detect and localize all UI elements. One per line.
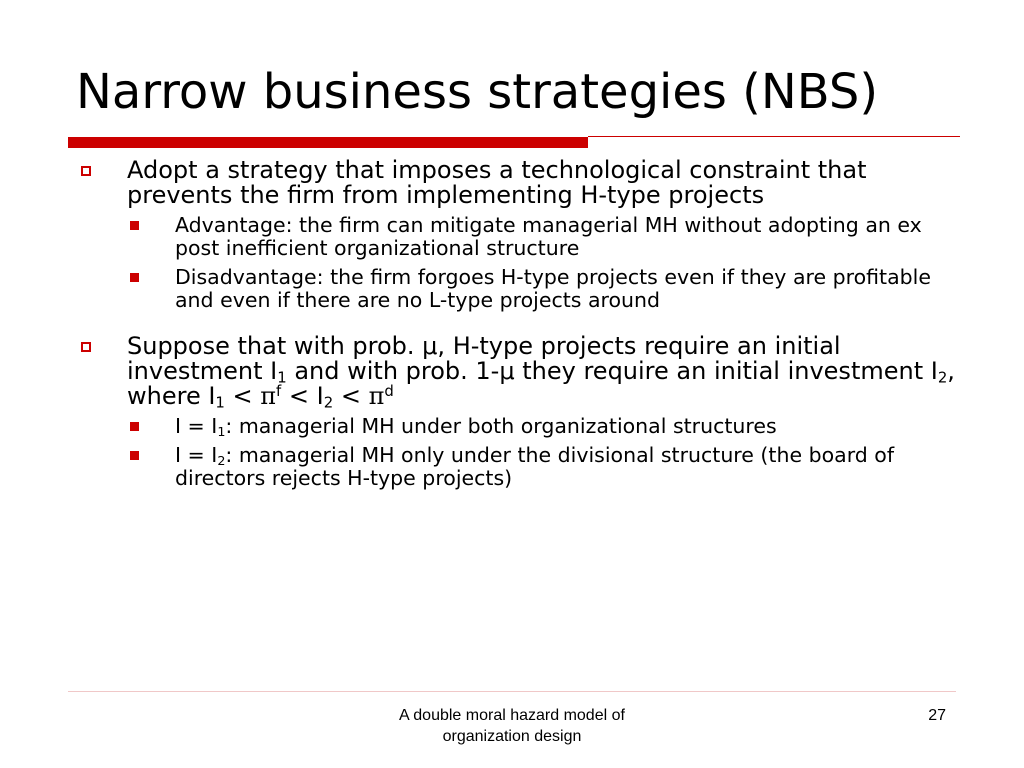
bullet-text: Adopt a strategy that imposes a technological constraint that prevents the firm from implementing H-type projects [127, 156, 867, 209]
bullet-text: Advantage: the firm can mitigate managerial MH without adopting an ex post inefficient organizational structure [175, 213, 922, 260]
bullet-text [175, 414, 777, 438]
bullet-text: Disadvantage: the firm forgoes H-type projects even if they are profitable and even if there are no L-type projects around [175, 265, 931, 312]
bullet-level2 [78, 266, 958, 312]
bullet-level2 [78, 415, 958, 438]
spacer [78, 312, 958, 334]
superscript: d [384, 381, 394, 400]
subscript: 2 [323, 393, 334, 412]
bullet-text [175, 443, 894, 490]
text-run: , where I [127, 357, 955, 410]
slide-title: Narrow business strategies (NBS) [76, 64, 879, 120]
filled-square-icon [130, 422, 139, 431]
subscript: 1 [217, 424, 226, 440]
text-run: < I [281, 382, 324, 410]
text-run: and with prob. 1-μ they require an initial investment I [286, 357, 938, 385]
subscript: 2 [937, 368, 948, 387]
page-number: 27 [928, 707, 946, 724]
filled-square-icon [130, 451, 139, 460]
footer-rule [68, 691, 956, 692]
pi-symbol: π [368, 382, 385, 410]
slide-content [78, 158, 958, 490]
pi-symbol: π [260, 382, 277, 410]
hollow-square-icon [81, 342, 91, 352]
subscript: 1 [277, 368, 287, 387]
text-run: : managerial MH only under the divisional structure (the board of directors rejects H-type projects) [175, 443, 895, 490]
text-run: Suppose that with prob. μ, H-type projects require an initial investment I [127, 332, 841, 385]
text-run: I = I [175, 443, 218, 467]
filled-square-icon [130, 221, 139, 230]
subscript: 2 [217, 453, 226, 469]
text-run: I = I [175, 414, 218, 438]
filled-square-icon [130, 273, 139, 282]
bullet-level1 [78, 158, 958, 208]
footer-caption [362, 705, 662, 747]
bullet-text [127, 332, 955, 410]
bullet-level2 [78, 214, 958, 260]
title-rule [588, 136, 960, 137]
hollow-square-icon [81, 166, 91, 176]
footer-line: organization design [442, 728, 582, 745]
text-run: : managerial MH under both organizational structures [225, 414, 777, 438]
title-accent-bar [68, 137, 588, 148]
bullet-level2 [78, 444, 958, 490]
superscript: f [276, 381, 282, 400]
subscript: 1 [215, 393, 225, 412]
footer-line: A double moral hazard model of [399, 707, 625, 724]
text-run: < [224, 382, 261, 410]
bullet-level1 [78, 332, 958, 412]
text-run: < [333, 382, 369, 410]
